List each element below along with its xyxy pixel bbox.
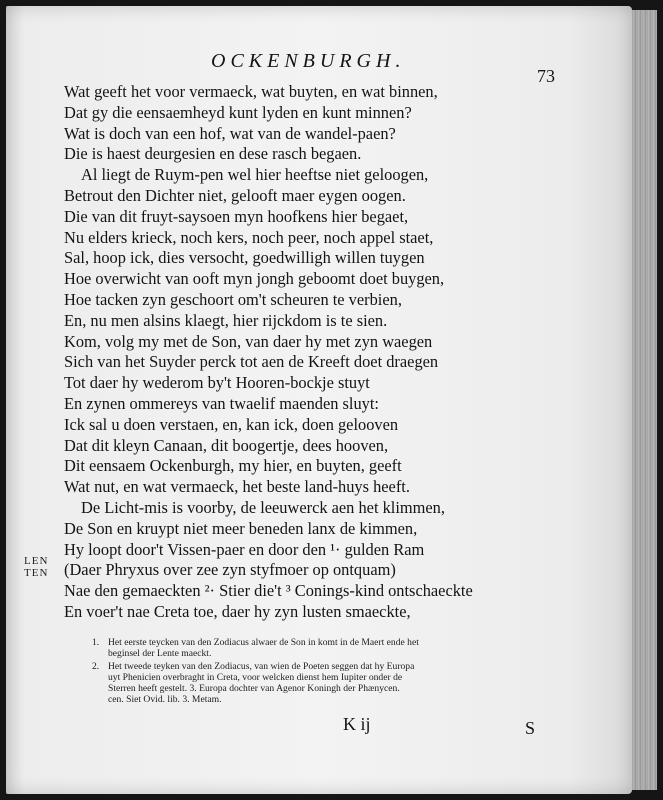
verse-line: Hoe overwicht van ooft myn jongh geboomt doet buygen, <box>64 269 445 289</box>
catchword: S <box>525 718 536 738</box>
verse-line: Die is haest deurgesien en dese rasch begaen. <box>64 144 362 164</box>
signature-mark: K ij <box>343 714 371 734</box>
footnote-line: beginsel der Lente maeckt. <box>108 648 212 659</box>
verse-line: Hy loopt door't Vissen-paer en door den ¹· gulden Ram <box>64 539 425 559</box>
running-head: OCKENBURGH. <box>211 50 406 72</box>
verse-line: En zynen ommereys van twaelif maenden sluyt: <box>64 393 379 413</box>
footnote-marker: 2. <box>92 661 100 672</box>
footnotes <box>92 637 552 707</box>
verse-line: En, nu men alsins klaegt, hier rijckdom is te sien. <box>64 310 388 330</box>
margin-note-line: TEN <box>24 567 49 579</box>
verse-line: Wat geeft het voor vermaeck, wat buyten, en wat binnen, <box>64 82 438 101</box>
footnote-line: uyt Phenicien overbraght in Creta, voor welcken dienst hem Iupiter onder de <box>108 672 403 683</box>
verse-line: Al liegt de Ruym-pen wel hier heeftse niet geloogen, <box>81 165 429 185</box>
verse-line: Dit eensaem Ockenburgh, my hier, en buyten, geeft <box>64 456 402 476</box>
verse-line: Tot daer hy wederom by't Hooren-bockje stuyt <box>64 373 370 393</box>
verse-line: En voer't nae Creta toe, daer hy zyn lusten smaeckte, <box>64 601 411 621</box>
verse-line: De Son en kruypt niet meer beneden lanx de kimmen, <box>64 518 418 538</box>
footnote-line: Sterren heeft gestelt. 3. Europa dochter van Agenor Koningh der Phænycen. <box>108 683 400 694</box>
page-sheet <box>6 6 632 794</box>
verse-line: Wat nut, en wat vermaeck, het beste land-huys heeft. <box>64 477 410 497</box>
verse-line: Nu elders krieck, noch kers, noch peer, noch appel staet, <box>64 227 434 247</box>
verse-line: (Daer Phryxus over zee zyn styfmoer op ontquam) <box>64 560 396 580</box>
verse-line: De Licht-mis is voorby, de leeuwerck aen het klimmen, <box>81 497 445 517</box>
verse-line: Sich van het Suyder perck tot aen de Kreeft doet draegen <box>64 352 439 372</box>
verse-line: Ick sal u doen verstaen, en, kan ick, doen gelooven <box>64 414 399 434</box>
footnote-marker: 1. <box>92 637 100 648</box>
footnote-line: cen. Siet Ovid. lib. 3. Metam. <box>108 694 222 705</box>
margin-note-line: LEN <box>24 555 49 567</box>
verse-line: Hoe tacken zyn geschoort om't scheuren te verbien, <box>64 289 402 309</box>
verse-line: Die van dit fruyt-saysoen myn hoofkens hier begaet, <box>64 206 409 226</box>
verse-line: Kom, volg my met de Son, van daer hy met zyn waegen <box>64 331 433 351</box>
page-number: 73 <box>537 66 555 86</box>
page-edges <box>632 10 657 790</box>
verse-line: Dat dit kleyn Canaan, dit boogertje, dees hooven, <box>64 435 389 455</box>
verse-line: Sal, hoop ick, dies versocht, goedwilligh willen tuygen <box>64 248 425 268</box>
poem-text <box>64 82 564 623</box>
footnote-line: Het tweede teyken van den Zodiacus, van wien de Poeten seggen dat hy Europa <box>108 661 415 672</box>
footnote <box>92 661 552 705</box>
verse-line: Nae den gemaeckten ²· Stier die't ³ Conings-kind ontschaeckte <box>64 581 473 601</box>
verse-line: Dat gy die eensaemheyd kunt lyden en kunt minnen? <box>64 102 412 122</box>
footnote <box>92 637 552 659</box>
verse-line: Betrout den Dichter niet, gelooft maer eygen oogen. <box>64 185 406 205</box>
margin-note <box>24 555 48 579</box>
verse-line: Wat is doch van een hof, wat van de wandel-paen? <box>64 123 396 143</box>
footnote-line: Het eerste teycken van den Zodiacus alwaer de Son in komt in de Maert ende het <box>108 637 419 648</box>
